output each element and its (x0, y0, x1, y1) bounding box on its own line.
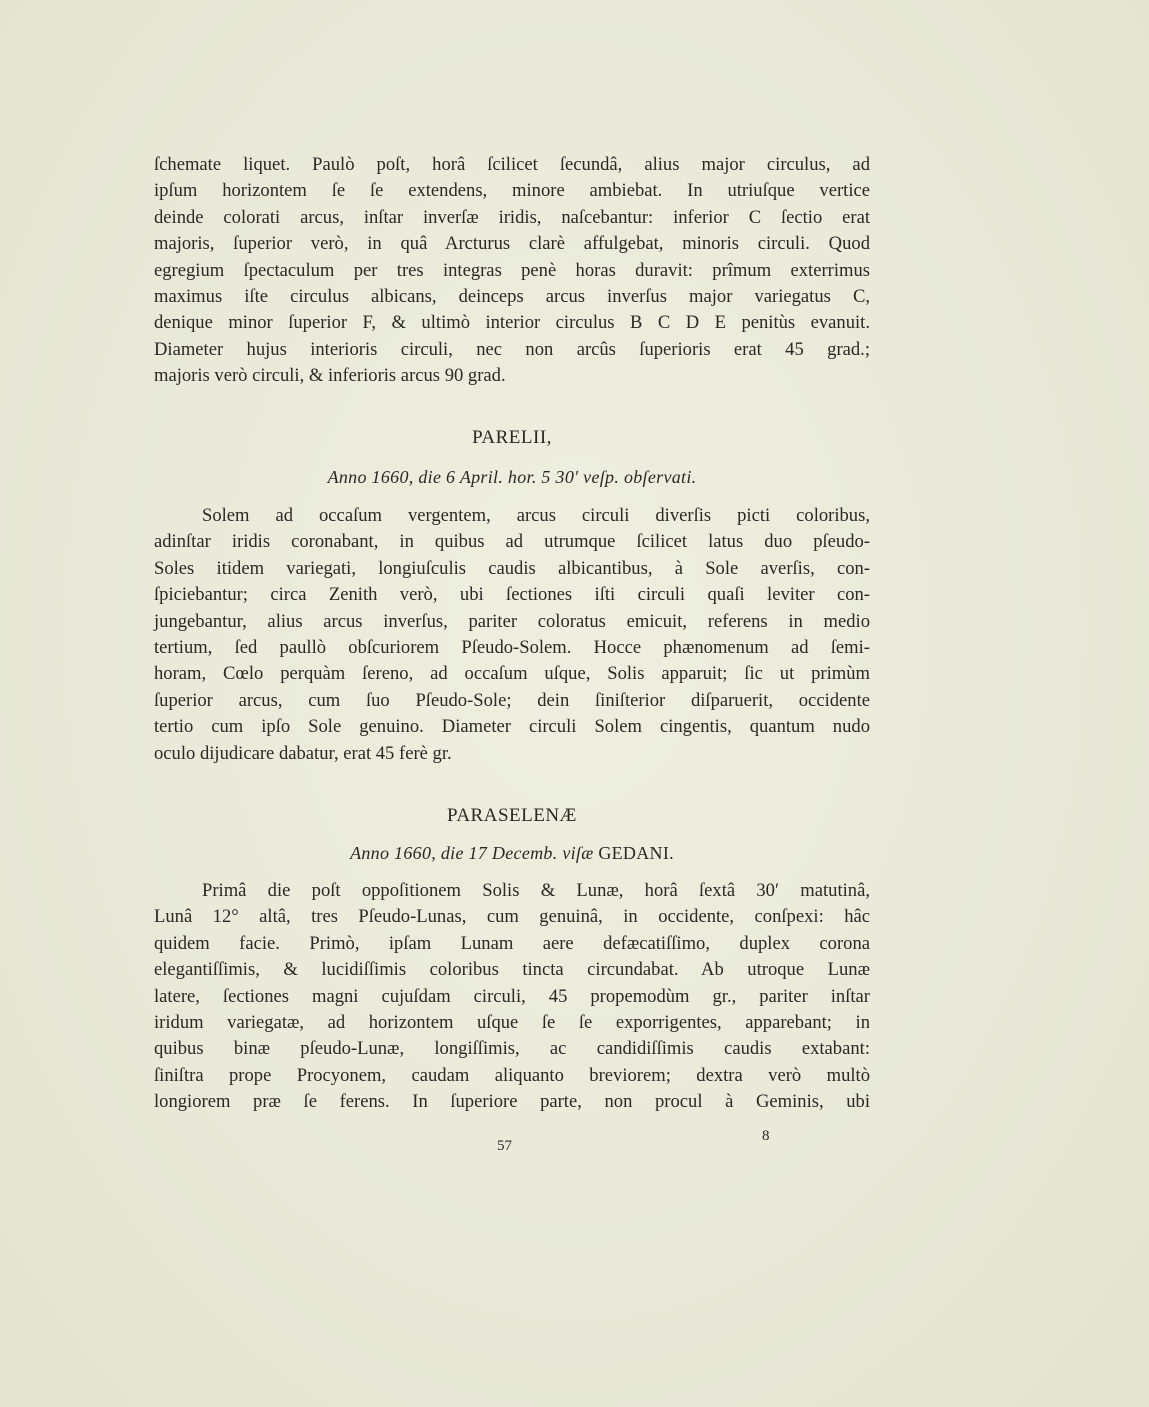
section-title-paraselenae: PARASELENÆ (447, 805, 577, 826)
text-line: horam, Cœlo perquàm ſereno, ad occaſum uſque, Solis apparuit; ſic ut primùm (154, 663, 870, 685)
section-subtitle-paraselenae (154, 843, 870, 864)
text-line: deinde colorati arcus, inſtar inverſæ iridis, naſcebantur: inferior C ſectio erat (154, 206, 870, 228)
text-line: latere, ſectiones magni cujuſdam circuli, 45 propemodùm gr., pariter inſtar (154, 985, 870, 1007)
text-line: Solem ad occaſum vergentem, arcus circuli diverſis picti coloribus, (202, 505, 870, 526)
text-line: denique minor ſuperior F, & ultimò interior circulus B C D E penitùs evanuit. (154, 312, 870, 334)
text-line: egregium ſpectaculum per tres integras penè horas duravit: prîmum exterrimus (154, 259, 870, 281)
text-line: oculo dijudicare dabatur, erat 45 ferè gr. (154, 742, 452, 764)
text-line: quibus binæ pſeudo-Lunæ, longiſſimis, ac candidiſſimis caudis extabant: (154, 1038, 870, 1060)
text-line: longiorem præ ſe ferens. In ſuperiore parte, non procul à Geminis, ubi (154, 1091, 870, 1113)
text-line: ſpiciebantur; circa Zenith verò, ubi ſectiones iſti circuli quaſi leviter con- (154, 584, 870, 606)
text-line: maximus iſte circulus albicans, deinceps arcus inverſus major variegatus C, (154, 285, 870, 307)
paragraph-parelii (154, 503, 870, 767)
text-line: ſchemate liquet. Paulò poſt, horâ ſcilicet ſecundâ, alius major circulus, ad (154, 154, 870, 175)
page-number: 57 (497, 1138, 512, 1154)
text-line: elegantiſſimis, & lucidiſſimis coloribus tincta circundabat. Ab utroque Lunæ (154, 959, 870, 981)
text-line: tertio cum ipſo Sole genuino. Diameter circuli Solem cingentis, quantum nudo (154, 716, 870, 738)
text-line: Primâ die poſt oppoſitionem Solis & Lunæ, horâ ſextâ 30′ matutinâ, (202, 880, 870, 901)
text-line: Soles itidem variegati, longiuſculis caudis albicantibus, à Sole averſis, con- (154, 557, 870, 579)
text-line: Lunâ 12° altâ, tres Pſeudo-Lunas, cum genuinâ, in occidente, conſpexi: hâc (154, 906, 870, 928)
text-line: iridum variegatæ, ad horizontem uſque ſe ſe exporrigentes, apparebant; in (154, 1011, 870, 1033)
text-line: majoris verò circuli, & inferioris arcus 90 grad. (154, 365, 506, 387)
paragraph-continuation (154, 152, 870, 390)
subtitle-italic: Anno 1660, die 17 Decemb. viſæ (350, 843, 594, 863)
text-line: ipſum horizontem ſe ſe extendens, minore ambiebat. In utriuſque vertice (154, 180, 870, 202)
text-line: majoris, ſuperior verò, in quâ Arcturus clarè affulgebat, minoris circuli. Quod (154, 233, 870, 255)
text-line: ſuperior arcus, cum ſuo Pſeudo-Sole; dein ſiniſterior diſparuerit, occidente (154, 689, 870, 711)
text-line: tertium, ſed paullò obſcuriorem Pſeudo-Solem. Hocce phænomenum ad ſemi- (154, 636, 870, 658)
text-line: jungebantur, alius arcus inverſus, pariter coloratus emicuit, referens in medio (154, 610, 870, 632)
signature-mark: 8 (762, 1128, 770, 1144)
paragraph-paraselenae (154, 878, 870, 1116)
text-line: quidem facie. Primò, ipſam Lunam aere defæcatiſſimo, duplex corona (154, 932, 870, 954)
text-line: adinſtar iridis coronabant, in quibus ad utrumque ſcilicet latus duo pſeudo- (154, 531, 870, 553)
section-subtitle-parelii: Anno 1660, die 6 April. hor. 5 30′ veſp. obſervati. (327, 467, 697, 487)
text-line: ſiniſtra prope Procyonem, caudam aliquanto breviorem; dextra verò multò (154, 1064, 870, 1086)
subtitle-roman: GEDANI. (598, 843, 674, 863)
text-line: Diameter hujus interioris circuli, nec non arcûs ſuperioris erat 45 grad.; (154, 338, 870, 360)
section-title-parelii: PARELII, (472, 427, 552, 448)
